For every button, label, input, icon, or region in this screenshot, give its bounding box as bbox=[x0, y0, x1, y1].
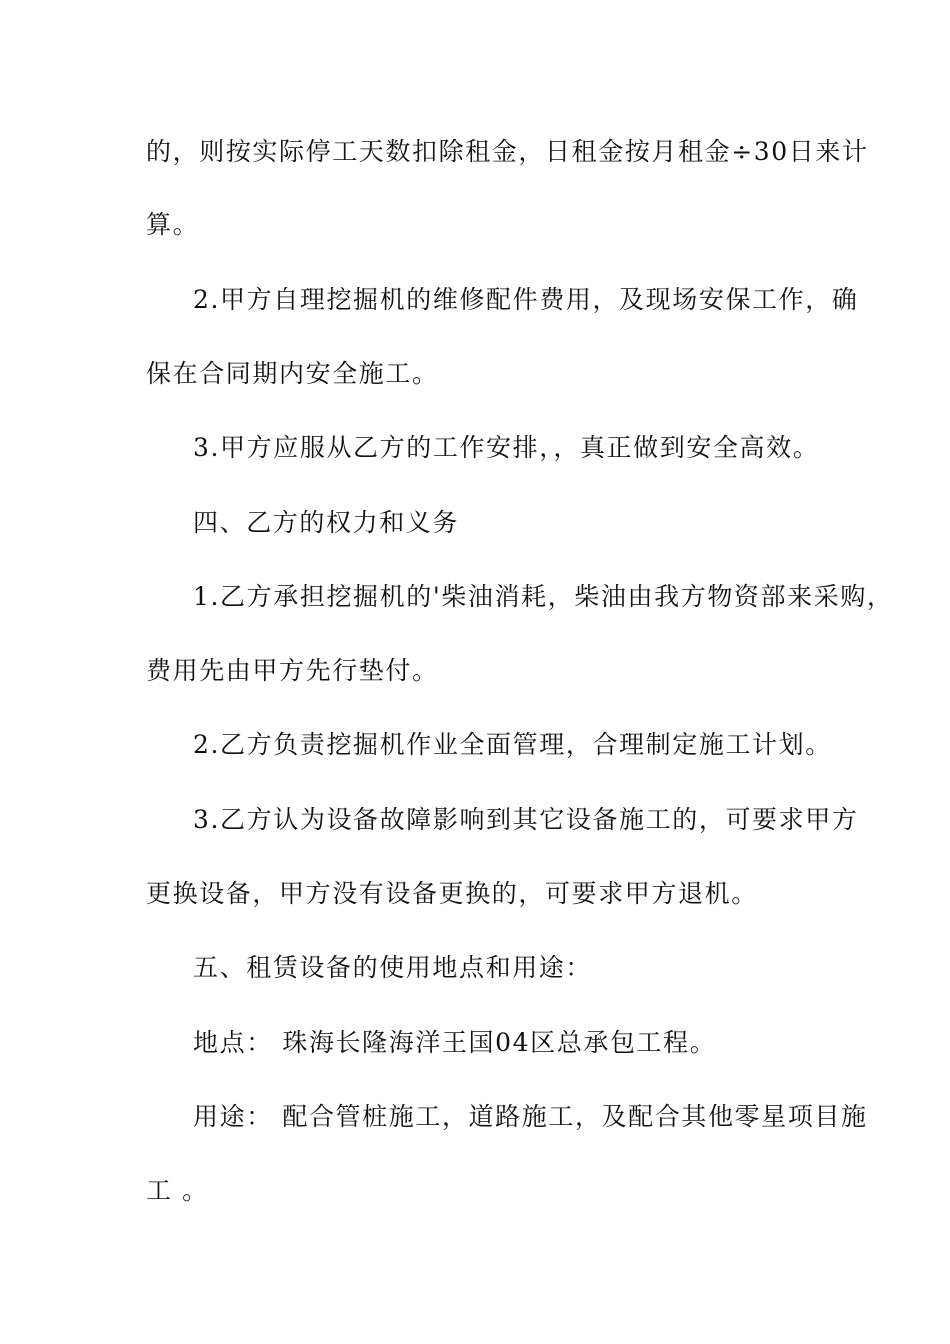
text-line-4: 保在合同期内安全施工。 bbox=[146, 359, 439, 388]
text-line-15: 工 。 bbox=[146, 1176, 209, 1205]
text-line-7: 1.乙方承担挖掘机的'柴油消耗，柴油由我方物资部来采购， bbox=[193, 582, 894, 611]
text-line-11: 更换设备，甲方没有设备更换的，可要求甲方退机。 bbox=[146, 879, 758, 908]
text-line-2: 算。 bbox=[146, 210, 200, 239]
text-line-1: 的，则按实际停工天数扣除租金，日租金按月租金÷30日来计 bbox=[146, 137, 869, 166]
location-line: 地点： 珠海长隆海洋王国04区总承包工程。 bbox=[193, 1028, 717, 1057]
section-heading-5: 五、租赁设备的使用地点和用途： bbox=[193, 953, 593, 982]
section-heading-4: 四、乙方的权力和义务 bbox=[193, 508, 460, 537]
text-line-3: 2.甲方自理挖掘机的维修配件费用，及现场安保工作，确 bbox=[193, 285, 859, 314]
text-line-10: 3.乙方认为设备故障影响到其它设备施工的，可要求甲方 bbox=[193, 805, 859, 834]
text-line-9: 2.乙方负责挖掘机作业全面管理，合理制定施工计划。 bbox=[193, 730, 832, 759]
purpose-line: 用途： 配合管桩施工，道路施工，及配合其他零星项目施 bbox=[193, 1102, 868, 1131]
text-line-5: 3.甲方应服从乙方的工作安排，，真正做到安全高效。 bbox=[193, 433, 820, 462]
text-line-8: 费用先由甲方先行垫付。 bbox=[146, 656, 439, 685]
